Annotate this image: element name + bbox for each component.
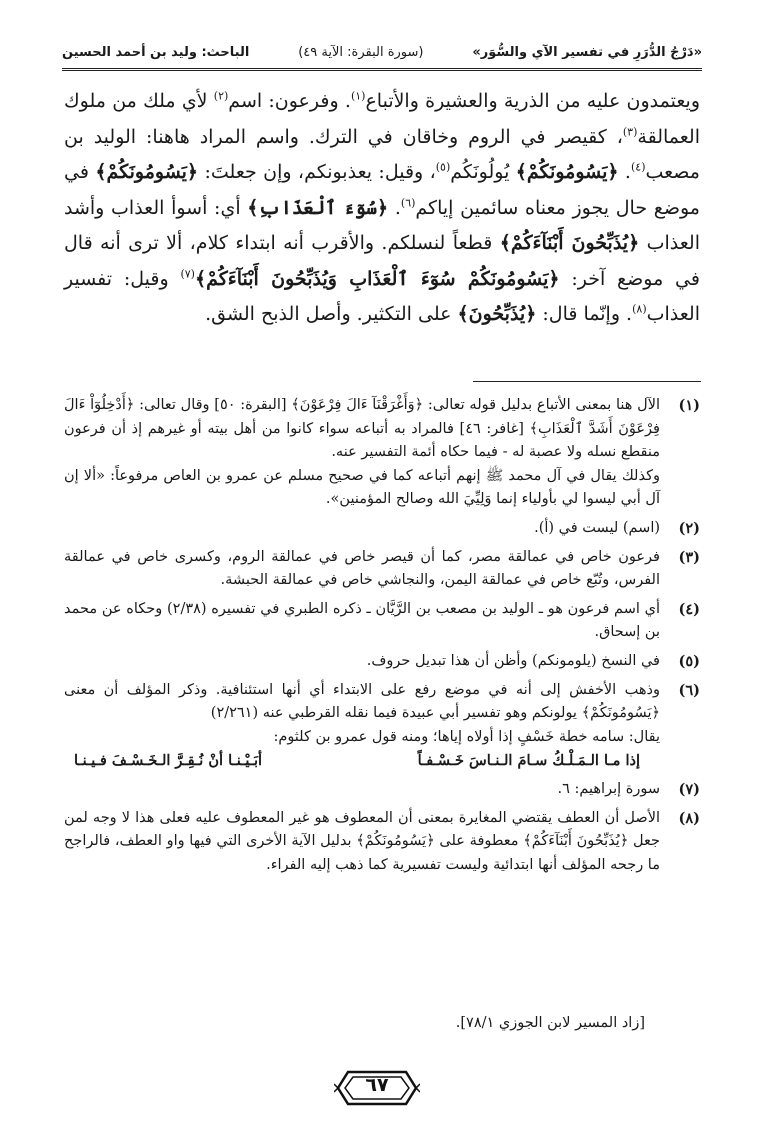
- footnote-line: الآل هنا بمعنى الأتباع بدليل قوله تعالى: ﴿وَأَغْرَقْنَآ ءَالَ فِرْعَوْنَ﴾ [البقرة: ٥٠] وقال تعالى: ﴿أَدْخِلُوٓاْ ءَالَ فِرْعَوْنَ أَشَدَّ ٱلْعَذَابِ﴾ [غافر: ٤٦] فالمراد به أتباعه سواء كانوا من أهل بيته أو غيرهم إذ أن فرعون منقطع نسله ولا عصبة له - فيما حكاه أئمة التفسير عنه.: [64, 397, 661, 461]
- footnote-line: سورة إبراهيم: ٦.: [557, 780, 660, 797]
- footnote-line: (اسم) ليست في (أ).: [534, 519, 660, 536]
- footnote-item: [64, 679, 700, 773]
- footnote-reference: (٤): [630, 160, 646, 174]
- quran-quote: ﴿سُوٓءَ ٱلْعَذَابِ﴾: [247, 196, 389, 219]
- body-text: وقيل: تفسير العذاب: [64, 267, 700, 325]
- footnote-number: (٢): [678, 519, 700, 537]
- footnote-separator: [473, 381, 701, 382]
- footnote-reference: (٢): [213, 89, 229, 103]
- footnote-text: [64, 546, 660, 593]
- footnote-text: [64, 394, 660, 512]
- book-title: «دَرْجُ الدُّرَرِ في تفسير الآي والسُّوَر»: [472, 44, 702, 60]
- footnote-reference: (٣): [622, 125, 638, 139]
- footnote-number: (١): [678, 397, 700, 414]
- body-text: على التكثير. وأصل الذبح الشق.: [205, 303, 458, 325]
- page-number: ٦٧: [365, 1074, 389, 1096]
- body-text: أي: أسوأ العذاب وأشد العذاب: [64, 196, 700, 254]
- body-text: يُولُونَكُم: [450, 161, 516, 183]
- body-text: قطعاً لنسلكم. والأقرب أنه ابتداء كلام، ألا ترى أنه قال في موضع آخر:: [64, 232, 700, 290]
- body-text: في موضع حال يجوز معناه سائمين إياكم: [64, 161, 700, 219]
- footnote-item: [64, 517, 700, 541]
- body-text: ويعتمدون عليه من الذرية والعشيرة والأتباع: [365, 90, 700, 112]
- footnote-number: (٨): [678, 809, 700, 827]
- body-text: ، كقيصر في الروم وخاقان في الترك. واسم المراد هاهنا: الوليد بن مصعب: [64, 125, 700, 183]
- quran-quote: ﴿يَسُومُونَكُمْ﴾: [95, 161, 199, 183]
- poem-hemistich: أبَـيْـنـا أنْ نُـقِـرَّ الـخَـسْـفَ فـيـنـا: [74, 752, 263, 770]
- page-number-badge: [334, 1068, 420, 1108]
- footnote-text: [64, 598, 660, 645]
- footnote-reference: (٥): [435, 160, 451, 174]
- footnote-item: [64, 778, 700, 802]
- body-text: لأي ملك من ملوك العمالقة: [64, 90, 700, 148]
- footnote-reference: (٧): [180, 267, 195, 281]
- quran-quote: ﴿يَسُومُونَكُمْ سُوٓءَ ٱلْعَذَابِ وَيُذَبِّحُونَ أَبْنَآءَكُمْ﴾: [194, 267, 560, 290]
- poem-verse: [64, 749, 660, 773]
- running-header: [62, 38, 702, 66]
- footnote-item: [64, 650, 700, 674]
- footnote-number: (٥): [678, 652, 700, 670]
- footnote-text: [64, 778, 660, 802]
- footnote-line: في النسخ (يلومونكم) وأظن أن هذا تبديل حروف.: [366, 652, 660, 669]
- footnote-line: وذهب الأخفش إلى أنه في موضع رفع على الابتداء أي أنها استئنافية. وذكر المؤلف أن معنى ﴿يَسُومُونَكُمْ﴾ يولونكم وهو تفسير أبي عبيدة فيما نقله القرطبي عنه (٢/٢٦١): [64, 681, 660, 722]
- footnote-item: [64, 394, 700, 512]
- quran-quote: ﴿يُذَبِّحُونَ أَبْنَآءَكُمْ﴾: [499, 232, 640, 254]
- body-text: .: [388, 196, 401, 219]
- footnote-item: [64, 807, 700, 878]
- body-text: .: [618, 161, 631, 183]
- footnote-line: الأصل أن العطف يقتضي المغايرة بمعنى أن المعطوف هو غير المعطوف عليه فعلى هذا لا وجه لمن جعل ﴿يُذَبِّحُونَ أَبْنَآءَكُمْ﴾ معطوفة على ﴿يَسُومُونَكُمْ﴾ بدليل الآية الأخرى التي فيها واو العطف، فالراجح ما رجحه المؤلف أنها ابتدائية وليست تفسيرية كما ذهب إليه الفراء.: [64, 809, 660, 873]
- body-text: . وإنّما قال:: [536, 303, 633, 325]
- footnote-line: فرعون خاص في عمالقة مصر، كما أن قيصر خاص في عمالقة الروم، وكسرى خاص في عمالقة الفرس، وتُبّع خاص في عمالقة اليمن، والنجاشي خاص في عمالقة الحبشة.: [64, 548, 660, 589]
- footnote-item: [64, 598, 700, 645]
- footnotes: [64, 394, 700, 882]
- footnote-line: أي اسم فرعون هو ـ الوليد بن مصعب بن الرَّيَّان ـ ذكره الطبري في تفسيره (٢/٣٨) وحكاه عن محمد بن إسحاق.: [64, 600, 660, 641]
- footnote-text: [64, 650, 660, 674]
- source-citation: [زاد المسير لابن الجوزي ٧٨/١].: [455, 1015, 645, 1031]
- footnote-reference: (٦): [400, 196, 416, 210]
- quran-quote: ﴿يُذَبِّحُونَ﴾: [457, 303, 537, 325]
- author-name: الباحث: وليد بن أحمد الحسين: [62, 44, 250, 60]
- body-text: . وفرعون: اسم: [228, 90, 351, 112]
- body-text: ، وقيل: يعذبونكم، وإن جعلتَ:: [198, 161, 436, 183]
- footnote-number: (٦): [678, 681, 700, 699]
- footnote-line: يقال: سامه خطة خَسْفٍ إذا أولاه إياها؛ ومنه قول عمرو بن كلثوم:: [273, 728, 660, 745]
- poem-hemistich: إذا مـا الـمَـلْـكُ سـامَ الـنـاسَ خَـسْـفـاً: [417, 752, 640, 770]
- footnote-text: [64, 517, 660, 541]
- footnote-number: (٣): [678, 548, 700, 566]
- verse-reference: (سورة البقرة: الآية ٤٩): [298, 44, 424, 60]
- footnote-reference: (١): [350, 89, 366, 103]
- footnote-number: (٧): [678, 780, 700, 798]
- footnote-reference: (٨): [632, 302, 647, 316]
- footnote-number: (٤): [678, 600, 700, 618]
- footnote-text: [64, 679, 660, 773]
- header-divider: [62, 68, 702, 71]
- quran-quote: ﴿يَسُومُونَكُمْ﴾: [515, 161, 619, 183]
- footnote-item: [64, 546, 700, 593]
- footnote-text: [64, 807, 660, 878]
- footnote-line: وكذلك يقال في آل محمد ﷺ إنهم أتباعه كما في صحيح مسلم عن عمرو بن العاص مرفوعاً: «ألا إن آل أبي ليسوا لي بأولياء إنما وَلِيِّيَ الله وصالح المؤمنين».: [64, 467, 660, 508]
- main-paragraph: [64, 84, 700, 333]
- main-text: [64, 84, 700, 333]
